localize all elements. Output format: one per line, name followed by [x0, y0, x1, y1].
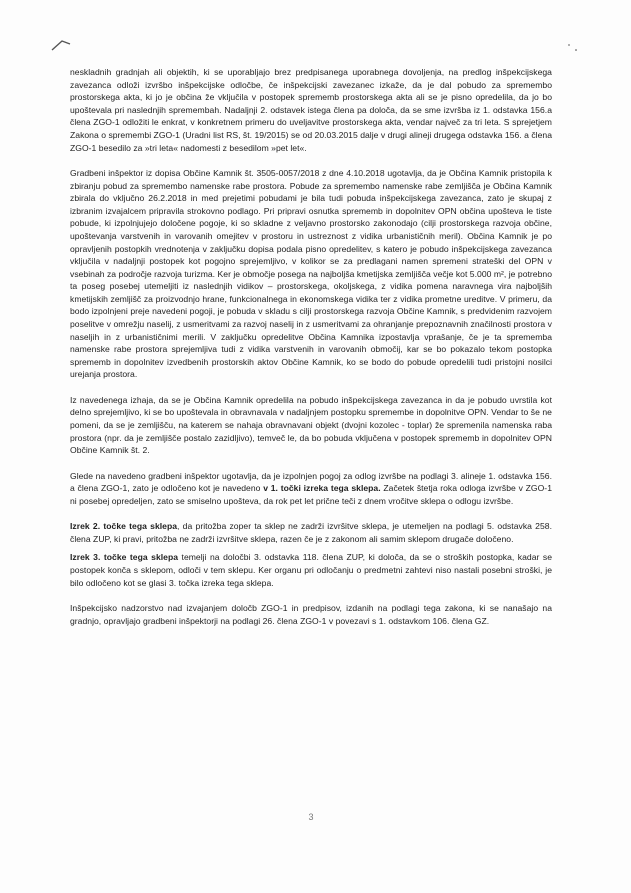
scan-speck: [568, 44, 570, 46]
paragraph: [70, 470, 552, 508]
paragraph-text: , da pritožba zoper ta sklep ne zadrži izvršitve sklepa, je utemeljen na podlagi 5. odstavka 258. člena ZUP, ki pravi, pritožba ne zadrži izvršitve sklepa, razen če je z zakonom ali samim sklepom drugače določeno.: [70, 521, 552, 544]
paragraph: [70, 520, 552, 545]
paragraph: [70, 394, 552, 457]
paragraph-text: Glede na navedeno gradbeni inšpektor ugotavlja, da je izpolnjen pogoj za odlog izvršbe na podlagi 3. alineje 1. odstavka 156. a člena ZGO-1, zato je odločeno kot je navedeno: [70, 470, 552, 494]
document-body: [70, 66, 552, 640]
paragraph-text: Začetek štetja roka odloga izvršbe v ZGO-1 ni posebej opredeljen, zato se smiselno upošteva, da rok pet let prične teči z dnem vročitve sklepa o odlogu izvršbe.: [70, 483, 552, 506]
bold-text: v 1. točki izreka tega sklepa.: [263, 483, 381, 494]
paragraph-text: neskladnih gradnjah ali objektih, ki se uporabljajo brez predpisanega uporabnega dovoljenja, na predlog inšpekcijskega zavezanca odloži izvršbo inšpekcijske odločbe, če inšpekcijski zavezanec izkaže, da je dal pobudo za spremembo prostorskega akta, ki jo je občina že vključila v postopek sprememb prostorskega akta ali se je pisno opredelila, da jo bo upoštevala pri naslednjih spremembah. Nadaljnji 2. odstavek istega člena pa določa, da se sme izvršba iz 1. odstavka 156.a člena ZGO-1 odložiti le enkrat, v konkretnem primeru do uveljavitve prostorskega akta, vendar največ za tri leta. S sprejetjem Zakona o spremembi ZGO-1 (Uradni list RS, št. 19/2015) se od 20.03.2015 dalje v drugi alineji drugega odstavka 156. a člena ZGO-1 besedilo za »tri leta« nadomesti z besedilom »pet let«.: [70, 67, 552, 153]
bold-text: Izrek 2. točke tega sklepa: [70, 521, 178, 532]
paragraph-text: Inšpekcijsko nadzorstvo nad izvajanjem določb ZGO-1 in predpisov, izdanih na podlagi tega zakona, ki se nanašajo na gradnjo, opravljajo gradbeni inšpektorji na podlagi 26. člena ZGO-1 v povezavi s 1. odstavkom 106. člena GZ.: [70, 602, 552, 626]
scan-corner-mark: [50, 38, 72, 52]
paragraph: [70, 167, 552, 381]
page-number: 3: [308, 812, 314, 822]
paragraph: [70, 551, 552, 589]
scan-speck: [575, 49, 577, 51]
paragraph-text: temelji na določbi 3. odstavka 118. člena ZUP, ki določa, da se o stroških postopka, kadar se postopek konča s sklepom, odloči v tem sklepu. Ker organu pri odločanju o predmetni zahtevi niso nastali posebni stroški, je bilo odločeno kot se glasi 3. točka izreka tega sklepa.: [70, 552, 552, 588]
paragraph: [70, 602, 552, 627]
paragraph-text: Iz navedenega izhaja, da se je Občina Kamnik opredelila na pobudo inšpekcijskega zavezanca in da je pobudo uvrstila kot delno sprejemljivo, ki se bo upoštevala in obravnavala v nadaljnjem postopku spremembe in dopolnitve OPN. Vendar to še ne pomeni, da se je zemljišču, na katerem se nahaja obravnavani objekt (dvojni kozolec - toplar) že spremenila namenska raba prostora (npr. da je zemljišče postalo zazidljivo), temveč le, da bo pobuda vključena v postopek sprememb in dopolnitev OPN Občine Kamnik št. 2.: [70, 394, 552, 456]
paragraph-text: Gradbeni inšpektor iz dopisa Občine Kamnik št. 3505-0057/2018 z dne 4.10.2018 ugotavlja, da je Občina Kamnik pristopila k zbiranju pobud za spremembo namenske rabe prostora. Pobude za spremembo namenske rabe zemljišča je Občina Kamnik zbirala do vključno 26.2.2018 in med prejetimi pobudami je bila tudi pobuda inšpekcijskega zavezanca, zato je skupaj z izbranim izvajalcem pripravila strokovno podlago. Pri pripravi osnutka sprememb in dopolnitev OPN občina upošteva le tiste pobude, ki izpolnjujejo določene pogoje, ki so skladne z veljavno prostorsko zakonodajo (cilji prostorskega razvoja občine, upoštevanja varstvenih in varovanih omejitev v prostoru in ustreznost z vidika urbanističnih meril). Občina Kamnik je po opravljenih postopkih vrednotenja v zaključku dopisa podala pisno opredelitev, s katero je pobudo inšpekcijskega zavezanca vključila v nadaljnji postopek kot pogojno sprejemljivo, v kolikor se za predlagani namen spremeni strateški del OPN v vsebinah za področje razvoja turizma. Ker je območje posega na najboljša kmetijska zemljišča večje kot 5.000 m², je potrebno ta poseg posebej utemeljiti iz naslednjih vidikov – prostorskega, okoljskega, z vidika pomena naravnega vira najboljših kmetijskih zemljišč za proizvodnjo hrane, funkcionalnega in ekonomskega vidika ter z vidika prometne ureditve. V primeru, da bodo izpolnjeni preje navedeni pogoji, je pobuda v skladu s cilji prostorskega razvoja Občine Kamnik, s predvidenim razvojem poselitve v omrežju naselij, z usmeritvami za razvoj naselij in z usmeritvami za ohranjanje prepoznavnih značilnosti prostora v naseljih in z urbanističnimi merili. V zaključku opredelitve Občina Kamnika izpostavlja vprašanje, če je ta sprememba namenske rabe prostora sprejemljiva tudi z vidika varstvenih in varovanih območij, kar se bo pokazalo tekom postopka sprememb in dopolnitev izvedbenih prostorskih aktov Občine Kamnik, ko se bodo do pobude opredelili tudi pristojni nosilci urejanja prostora.: [70, 167, 552, 380]
paragraph: [70, 66, 552, 154]
bold-text: Izrek 3. točke tega sklepa: [70, 552, 179, 563]
